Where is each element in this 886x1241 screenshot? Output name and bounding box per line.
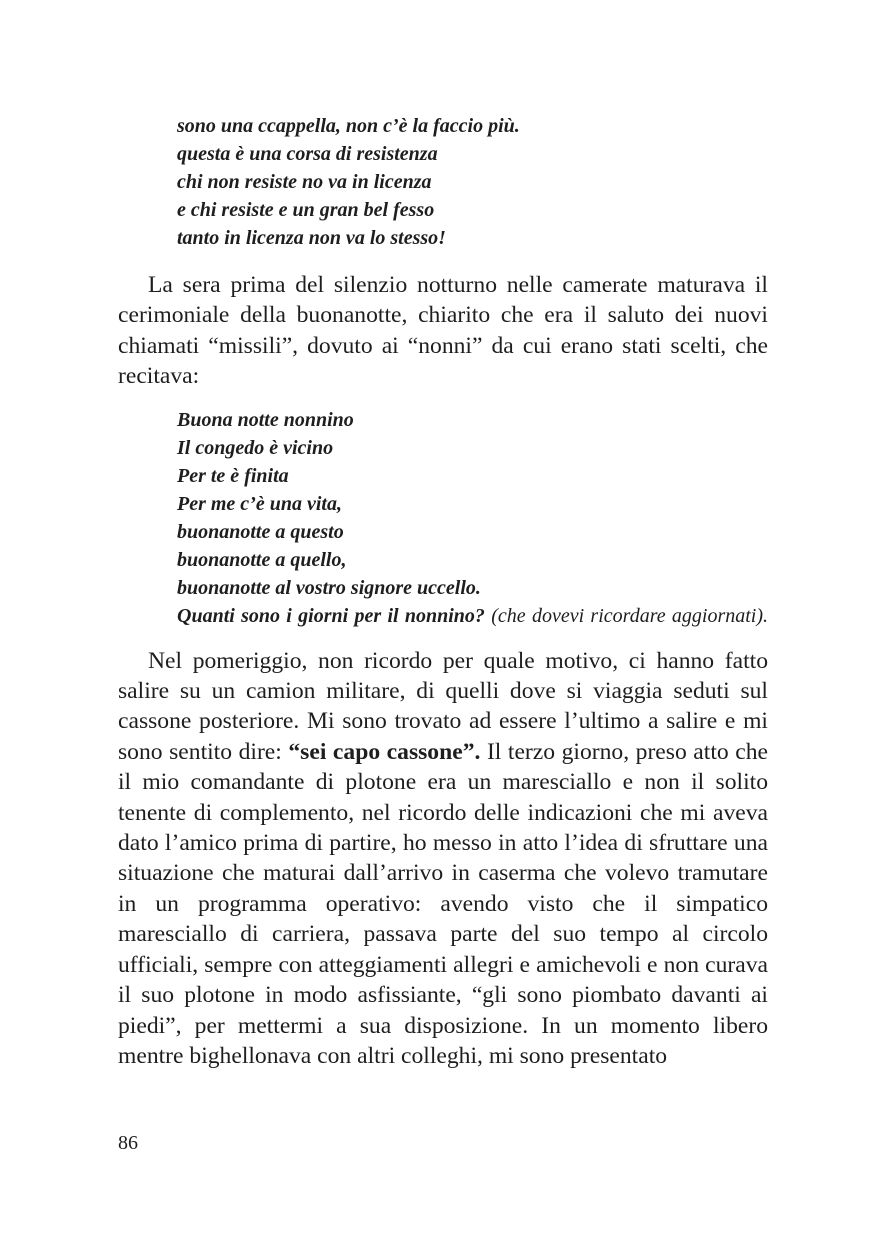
paragraph-text: Nel pomeriggio, non ricordo per quale motivo, ci hanno fatto salire su un camion militare, di quelli dove si viaggia seduti sul cassone posteriore. Mi sono trovato ad essere l’ultimo a salire e mi sono sentito dire: <box>118 647 768 765</box>
poem-verse-2 <box>177 406 768 630</box>
poem-verse-1 <box>177 112 768 252</box>
verse-line: tanto in licenza non va lo stesso! <box>177 227 446 249</box>
page-body <box>118 112 768 1071</box>
verse-line: questa è una corsa di resistenza <box>177 143 438 165</box>
body-paragraph-2 <box>118 646 768 1072</box>
verse-line: chi non resiste no va in licenza <box>177 171 432 193</box>
verse-line: buonanotte a quello, <box>177 548 347 571</box>
verse-line: e chi resiste e un gran bel fesso <box>177 199 435 221</box>
verse-line: Buona notte nonnino <box>177 408 354 431</box>
verse-question: Quanti sono i giorni per il nonnino? <box>177 604 485 627</box>
verse-line: Per me c’è una vita, <box>177 492 342 515</box>
verse-line: buonanotte a questo <box>177 520 344 543</box>
verse-line: sono una ccappella, non c’è la faccio più. <box>177 115 520 137</box>
body-paragraph-1: La sera prima del silenzio notturno nelle camerate maturava il cerimoniale della buonanotte, chiarito che era il saluto dei nuovi chiamati “missili”, dovuto ai “nonni” da cui erano stati scelti, che recitava: <box>118 272 768 390</box>
paragraph-text: Il terzo giorno, preso atto che il mio comandante di plotone era un maresciallo e non il solito tenente di complemento, nel ricordo delle indicazioni che mi aveva dato l’amico prima di partire, ho messo in atto l’idea di sfruttare una situazione che maturai dall’arrivo in caserma che volevo tramutare in un programma operativo: avendo visto che il simpatico maresciallo di carriera, passava parte del suo tempo al circolo ufficiali, sempre con atteggiamenti allegri e amichevoli e non curava il suo plotone in modo asfissiante, “gli sono piombato davanti ai piedi”, per mettermi a sua disposizione. In un momento libero mentre bighellonava con altri colleghi, mi sono presentato <box>118 738 768 1069</box>
page-number: 86 <box>118 1132 138 1154</box>
verse-note: (che dovevi ricordare aggiornati). <box>491 604 769 627</box>
verse-line: buonanotte al vostro signore uccello. <box>177 576 481 599</box>
verse-line: Il congedo è vicino <box>177 436 334 459</box>
verse-line: Per te è finita <box>177 464 289 487</box>
verse-question-line <box>177 602 768 630</box>
bold-quote: “sei capo cassone”. <box>288 738 481 765</box>
